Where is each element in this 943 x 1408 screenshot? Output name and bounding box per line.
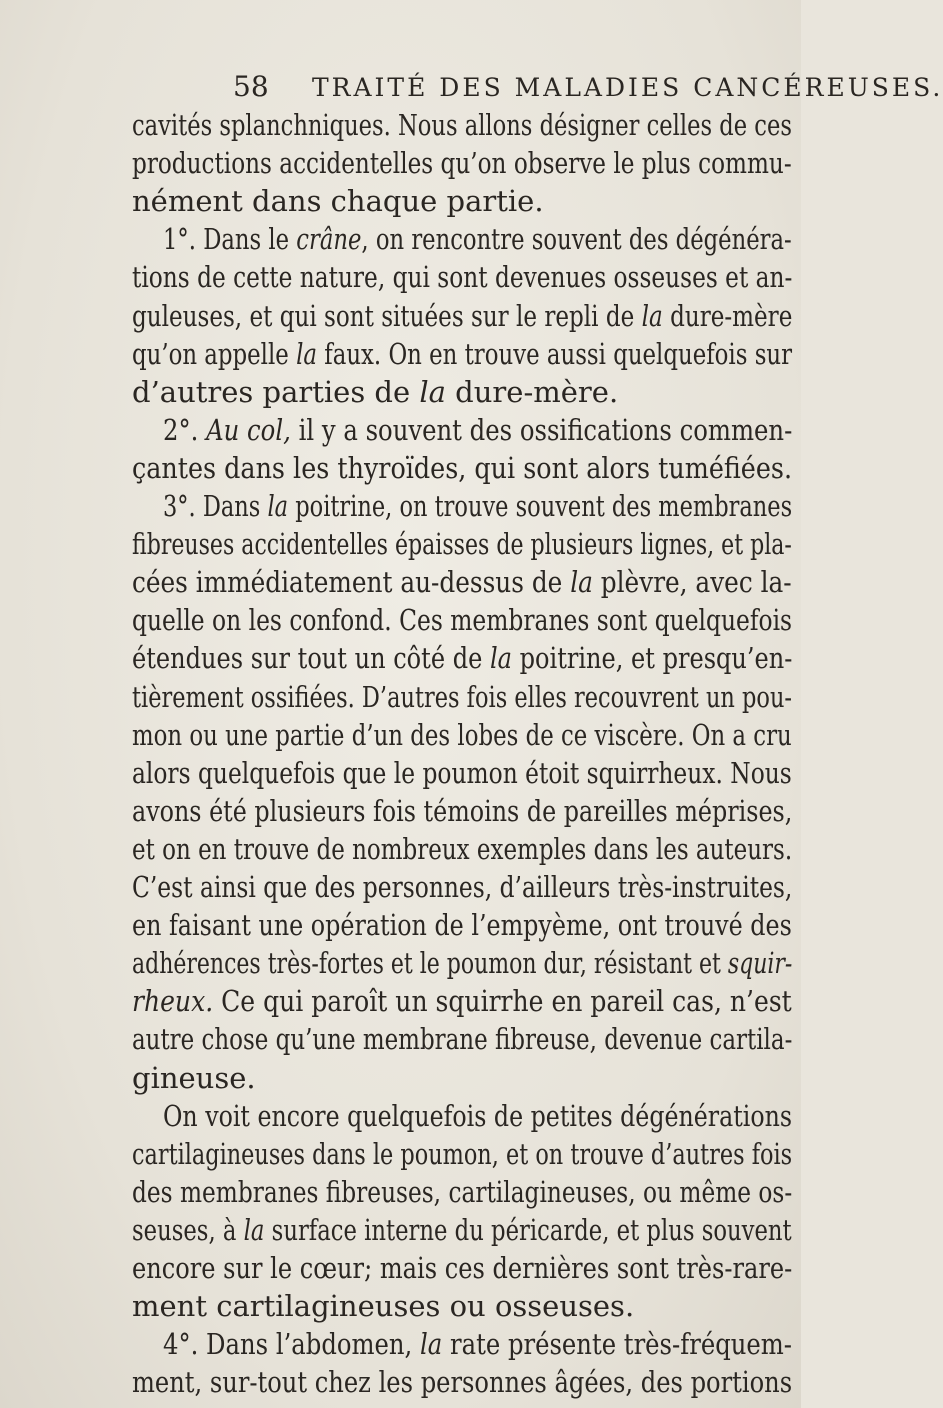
text-line: en faisant une opération de l’empyème, ont trouvé des bbox=[132, 908, 792, 943]
text-line: mon ou une partie d’un des lobes de ce viscère. On a cru bbox=[132, 717, 792, 752]
text-line: qu’on appelle la faux. On en trouve aussi quelquefois sur bbox=[132, 336, 793, 371]
text-line: d’autres parties de la dure-mère. bbox=[132, 374, 619, 409]
text-line: tions de cette nature, qui sont devenues osseuses et an- bbox=[132, 260, 793, 295]
text-line: gineuse. bbox=[132, 1060, 256, 1095]
text-line: adhérences très-fortes et le poumon dur, résistant et squir- bbox=[132, 946, 793, 981]
text-line: nément dans chaque partie. bbox=[132, 184, 544, 219]
text-line: 3°. Dans la poitrine, on trouve souvent des membranes bbox=[163, 489, 793, 523]
text-line: 4°. Dans l’abdomen, la rate présente très-fréquem- bbox=[163, 1327, 793, 1362]
text-line: fibreuses accidentelles épaisses de plusieurs lignes, et pla- bbox=[132, 527, 792, 562]
text-line: seuses, à la surface interne du péricarde, et plus souvent bbox=[132, 1212, 792, 1247]
text-line: productions accidentelles qu’on observe le plus commu- bbox=[132, 146, 792, 181]
text-line: tièrement ossifiées. D’autres fois elles recouvrent un pou- bbox=[132, 679, 793, 714]
text-line: encore sur le cœur; mais ces dernières sont très-rare- bbox=[132, 1251, 793, 1285]
text-line: çantes dans les thyroïdes, qui sont alors tuméfiées. bbox=[132, 450, 793, 485]
text-line: cavités splanchniques. Nous allons désigner celles de ces bbox=[132, 108, 792, 142]
text-line: cées immédiatement au-dessus de la plèvre, avec la- bbox=[132, 565, 792, 600]
text-line: alors quelquefois que le poumon étoit squirrheux. Nous bbox=[132, 755, 792, 790]
text-line: rheux. Ce qui paroît un squirrhe en pareil cas, n’est bbox=[132, 984, 792, 1019]
text-line: 1°. Dans le crâne, on rencontre souvent des dégénéra- bbox=[163, 222, 792, 257]
text-line: autre chose qu’une membrane fibreuse, devenue cartila- bbox=[132, 1022, 793, 1057]
page-number: 58 bbox=[233, 70, 269, 103]
text-line: 2°. Au col, il y a souvent des ossifications commen- bbox=[163, 412, 793, 447]
text-line: cartilagineuses dans le poumon, et on trouve d’autres fois bbox=[132, 1136, 793, 1171]
text-line: C’est ainsi que des personnes, d’ailleurs très-instruites, bbox=[132, 870, 793, 904]
text-line: des membranes fibreuses, cartilagineuses, ou même os- bbox=[132, 1174, 793, 1209]
text-line: étendues sur tout un côté de la poitrine, et presqu’en- bbox=[132, 641, 793, 676]
text-line: ment cartilagineuses ou osseuses. bbox=[132, 1289, 635, 1324]
running-title: TRAITÉ DES MALADIES CANCÉREUSES. bbox=[312, 73, 943, 102]
text-line: avons été plusieurs fois témoins de pareilles méprises, bbox=[132, 793, 793, 828]
text-line: ment, sur-tout chez les personnes âgées, des portions bbox=[132, 1365, 793, 1400]
text-line: quelle on les confond. Ces membranes sont quelquefois bbox=[132, 603, 793, 638]
text-line: guleuses, et qui sont situées sur le repli de la dure-mère bbox=[132, 298, 793, 333]
text-line: On voit encore quelquefois de petites dégénérations bbox=[163, 1098, 793, 1133]
text-line: et on en trouve de nombreux exemples dans les auteurs. bbox=[132, 831, 793, 866]
